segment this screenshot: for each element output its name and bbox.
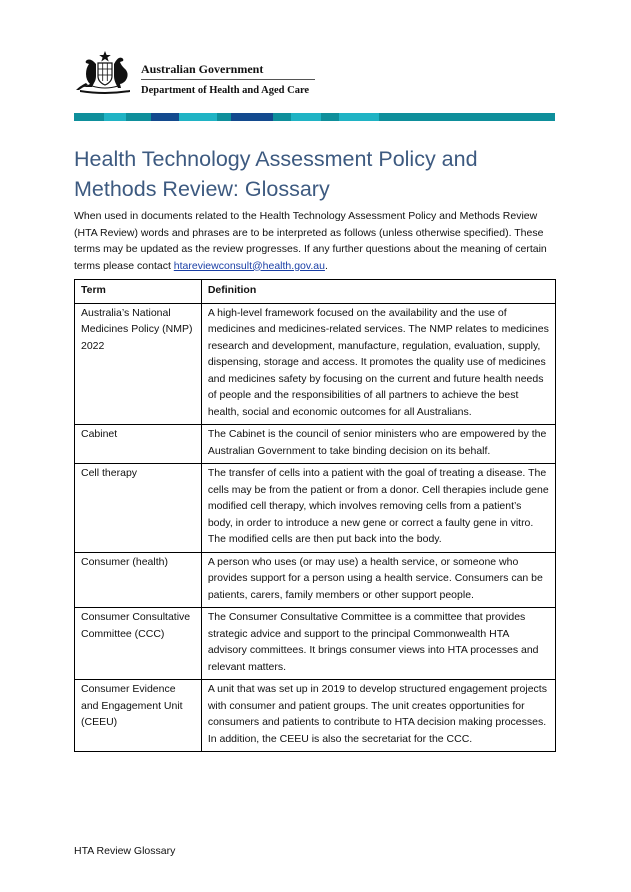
table-row [75, 303, 556, 425]
stripe-segment [231, 113, 273, 121]
intro-paragraph [74, 208, 556, 274]
table-row [75, 464, 556, 553]
coat-of-arms-icon [74, 50, 136, 94]
term-cell: Consumer Evidence and Engagement Unit (CEEU) [75, 680, 202, 752]
table-header-row [75, 280, 556, 304]
branding-divider [141, 79, 315, 80]
definition-cell: The Cabinet is the council of senior ministers who are empowered by the Australian Government to take binding decision on its behalf. [201, 425, 555, 464]
term-cell: Cabinet [75, 425, 202, 464]
stripe-segment [104, 113, 126, 121]
page-title: Health Technology Assessment Policy and Methods Review: Glossary [74, 147, 478, 201]
stripe-segment [273, 113, 291, 121]
term-cell: Consumer (health) [75, 552, 202, 608]
stripe-segment [321, 113, 339, 121]
term-cell: Australia’s National Medicines Policy (NMP) 2022 [75, 303, 202, 425]
definition-cell: A unit that was set up in 2019 to develop structured engagement projects with consumer and patient groups. The unit creates opportunities for consumers and patients to contribute to HTA decision making processes. In addition, the CEEU is also the secretariat for the CCC. [201, 680, 555, 752]
stripe-segment [291, 113, 321, 121]
definition-cell: The Consumer Consultative Committee is a committee that provides strategic advice and support to the principal Commonwealth HTA advisory committees. It brings consumer views into HTA processes and relevant matters. [201, 608, 555, 680]
definition-cell: A person who uses (or may use) a health service, or someone who provides support for a person using a health service. Consumers can be patients, carers, family members or other support people. [201, 552, 555, 608]
stripe-segment [151, 113, 179, 121]
intro-text: When used in documents related to the Health Technology Assessment Policy and Methods Review (HTA Review) words and phrases are to be interpreted as follows (unless otherwise specified). These terms may be updated as the review progresses. If any further questions about the meaning of certain terms please contact [74, 210, 547, 272]
table-row [75, 552, 556, 608]
page-footer: HTA Review Glossary [74, 845, 176, 857]
table-row [75, 680, 556, 752]
column-header-definition: Definition [201, 280, 555, 304]
definition-cell: The transfer of cells into a patient with the goal of treating a disease. The cells may be from the patient or from a donor. Cell therapies include gene modified cell therapy, which involves removing cells from a patient’s body, in order to introduce a new gene or correct a faulty gene in vitro. The modified cells are then put back into the body. [201, 464, 555, 553]
table-row [75, 608, 556, 680]
stripe-segment [379, 113, 555, 121]
intro-end: . [324, 259, 328, 272]
header-color-stripe [74, 113, 555, 121]
stripe-segment [339, 113, 379, 121]
stripe-segment [217, 113, 231, 121]
department-name: Department of Health and Aged Care [141, 85, 310, 96]
government-branding [141, 62, 315, 97]
table-row [75, 425, 556, 464]
stripe-segment [179, 113, 217, 121]
definition-cell: A high-level framework focused on the availability and the use of medicines and medicines-related services. The NMP relates to medicines research and development, manufacture, regulation, evaluation, supply, dispensing, storage and access. It promotes the quality use of medicines and medicines safety by focusing on the current and future health needs of people and the responsibilities of all partners to achieve the best health, social and economic outcomes for all Australians. [201, 303, 555, 425]
stripe-segment [74, 113, 104, 121]
glossary-table [74, 279, 556, 752]
stripe-segment [126, 113, 151, 121]
government-name: Australian Government [141, 62, 264, 76]
term-cell: Cell therapy [75, 464, 202, 553]
term-cell: Consumer Consultative Committee (CCC) [75, 608, 202, 680]
column-header-term: Term [75, 280, 202, 304]
contact-email-link[interactable]: htareviewconsult@health.gov.au [173, 259, 325, 272]
